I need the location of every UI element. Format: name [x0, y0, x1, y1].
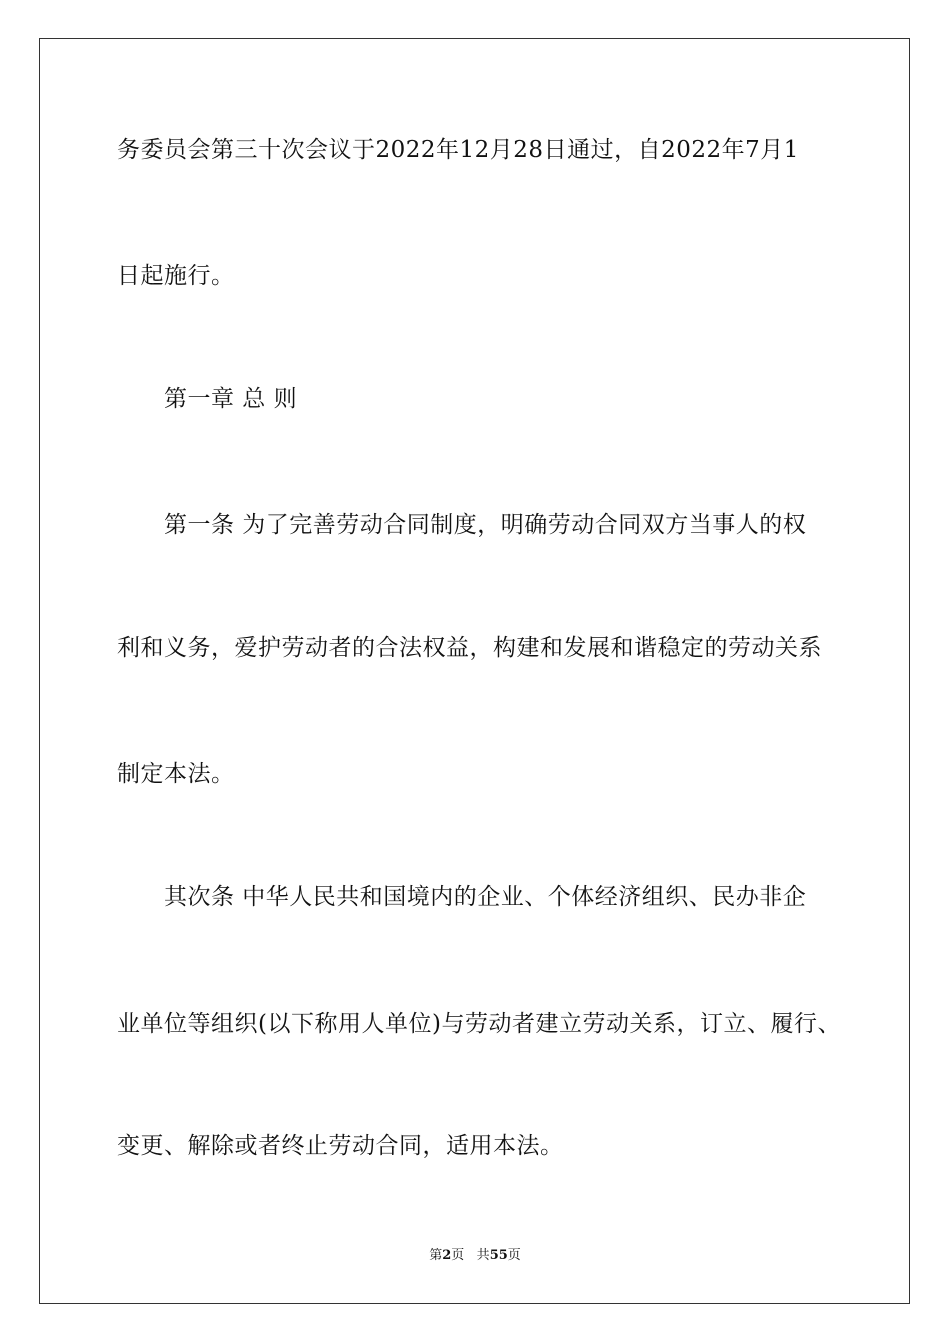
body-line-2: 日起施行。 — [117, 263, 235, 289]
footer-page-number: 2 — [442, 1248, 452, 1263]
page-footer — [0, 1248, 950, 1264]
body-line-1: 务委员会第三十次会议于2022年12月28日通过，自2022年7月1 — [117, 137, 799, 163]
article-1-line-2: 利和义务，爱护劳动者的合法权益，构建和发展和谐稳定的劳动关系 — [117, 635, 822, 661]
page-frame — [39, 38, 910, 1304]
footer-total-prefix: 共 — [476, 1248, 490, 1263]
footer-total-suffix: 页 — [507, 1248, 521, 1263]
article-2-line-1: 其次条 中华人民共和国境内的企业、个体经济组织、民办非企 — [164, 884, 807, 910]
footer-page-suffix: 页 — [451, 1248, 465, 1263]
article-2-line-3: 变更、解除或者终止劳动合同，适用本法。 — [117, 1133, 564, 1159]
article-1-line-3: 制定本法。 — [117, 761, 235, 787]
footer-total-pages: 55 — [489, 1248, 508, 1263]
article-2-line-2: 业单位等组织(以下称用人单位)与劳动者建立劳动关系，订立、履行、 — [117, 1011, 841, 1037]
article-1-line-1: 第一条 为了完善劳动合同制度，明确劳动合同双方当事人的权 — [164, 512, 807, 538]
footer-page-prefix: 第 — [429, 1248, 443, 1263]
chapter-heading: 第一章 总 则 — [164, 386, 298, 412]
